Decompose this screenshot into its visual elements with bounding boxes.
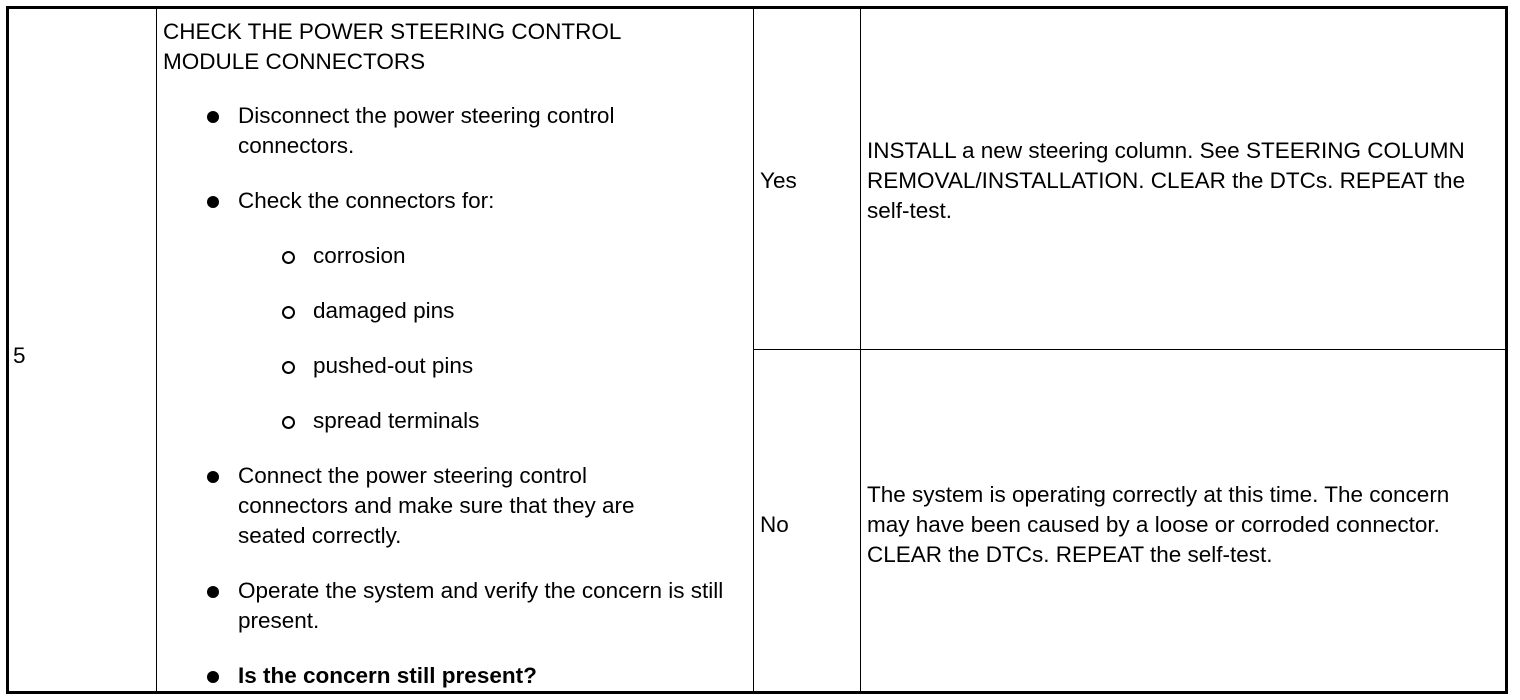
- column-divider: [753, 9, 754, 691]
- column-divider: [156, 9, 157, 691]
- circle-bullet-icon: [282, 251, 295, 264]
- row-divider: [753, 349, 1505, 350]
- question-item: Is the concern still present?: [238, 663, 537, 688]
- bullet-icon: [207, 471, 219, 483]
- circle-bullet-icon: [282, 306, 295, 319]
- list-item: Check the connectors for:: [238, 188, 495, 213]
- result-no-label: No: [760, 512, 789, 537]
- list-item: Disconnect the power steering control connectors.: [238, 103, 615, 158]
- bullet-icon: [207, 111, 219, 123]
- result-yes-label: Yes: [760, 168, 797, 193]
- diagnostic-table: [6, 6, 1508, 694]
- result-no-action: The system is operating correctly at this time. The concern may have been caused by a loose or corroded connector. CLEAR the DTCs. REPEAT the self-test.: [867, 482, 1450, 567]
- sub-list-item: spread terminals: [313, 408, 480, 433]
- list-item: Connect the power steering control connectors and make sure that they are seated correctly.: [238, 463, 635, 548]
- bullet-icon: [207, 671, 219, 683]
- column-divider: [860, 9, 861, 691]
- sub-list-item: pushed-out pins: [313, 353, 474, 378]
- list-item: Operate the system and verify the concern is still present.: [238, 578, 724, 633]
- sub-list-item: corrosion: [313, 243, 406, 268]
- sub-list-item: damaged pins: [313, 298, 455, 323]
- step-number: 5: [13, 343, 26, 368]
- circle-bullet-icon: [282, 416, 295, 429]
- circle-bullet-icon: [282, 361, 295, 374]
- bullet-icon: [207, 196, 219, 208]
- bullet-icon: [207, 586, 219, 598]
- result-yes-action: INSTALL a new steering column. See STEERING COLUMN REMOVAL/INSTALLATION. CLEAR the DTCs. REPEAT the self-test.: [867, 138, 1466, 223]
- step-heading: CHECK THE POWER STEERING CONTROL MODULE CONNECTORS: [163, 19, 621, 74]
